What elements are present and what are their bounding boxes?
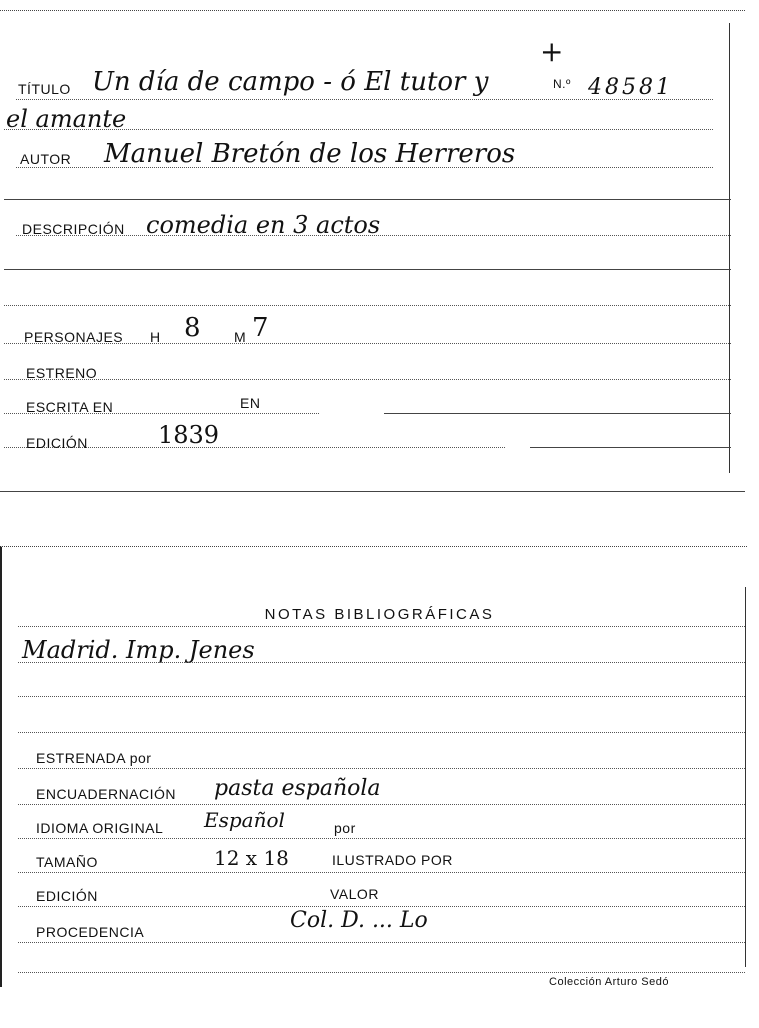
tamano-label: TAMAÑO [36, 854, 98, 870]
en-label: EN [240, 395, 261, 411]
autor-value: Manuel Bretón de los Herreros [104, 139, 516, 169]
edicion-bottom-label: EDICIÓN [36, 888, 98, 904]
idioma-original-value: Español [204, 808, 285, 832]
tamano-value: 12 x 18 [214, 846, 289, 870]
autor-label: AUTOR [20, 151, 72, 167]
numero-label: N.º [553, 77, 571, 91]
encuadernacion-line [18, 804, 745, 805]
personajes-label: PERSONAJES [24, 329, 124, 345]
card-bottom-edge [0, 491, 745, 492]
titulo-value-line2: el amante [6, 105, 127, 133]
collection-footer: Colección Arturo Sedó [549, 976, 669, 988]
valor-label: VALOR [330, 886, 379, 902]
idioma-line [18, 838, 745, 839]
notas-heading: NOTAS BIBLIOGRÁFICAS [264, 606, 495, 623]
estrenada-line [18, 768, 745, 769]
blank-line-1 [4, 199, 731, 200]
encuadernacion-value: pasta española [214, 776, 381, 801]
notes-heading-line [18, 626, 745, 627]
blank-line-3 [4, 305, 731, 306]
edicion-label: EDICIÓN [26, 435, 88, 451]
estreno-label: ESTRENO [26, 365, 98, 381]
personajes-m-value: 7 [252, 313, 269, 343]
notes-line-1 [18, 662, 745, 663]
ilustrado-por-label: ILUSTRADO POR [332, 852, 453, 868]
notes-line-2 [18, 696, 745, 697]
descripcion-label: DESCRIPCIÓN [22, 221, 125, 237]
titulo-label: TÍTULO [18, 81, 71, 97]
notes-value-line1: Madrid. Imp. Jenes [22, 636, 255, 664]
procedencia-value: Col. D. ... Lo [290, 908, 428, 933]
catalog-card-top [0, 10, 745, 493]
card-right-border [745, 587, 746, 967]
encuadernacion-label: ENCUADERNACIÓN [36, 786, 177, 802]
procedencia-line [18, 942, 745, 943]
procedencia-label: PROCEDENCIA [36, 924, 145, 940]
card-right-border [729, 23, 730, 473]
notes-line-3 [18, 732, 745, 733]
estrenada-por-label: ESTRENADA por [36, 750, 152, 766]
tamano-line [18, 872, 745, 873]
descripcion-value: comedia en 3 actos [146, 211, 381, 239]
personajes-h-label: H [150, 329, 161, 345]
personajes-m-label: M [234, 329, 247, 345]
por-label: por [334, 820, 356, 836]
edicion-line-right [530, 447, 731, 448]
titulo-value-line1: Un día de campo - ó El tutor y [92, 67, 489, 97]
escrita-en-line-right [384, 413, 731, 414]
cross-mark: + [540, 35, 564, 68]
edicion-bottom-line [18, 906, 745, 907]
estreno-line [4, 379, 731, 380]
idioma-original-label: IDIOMA ORIGINAL [36, 820, 164, 836]
bottom-card-edge [18, 972, 745, 973]
escrita-en-label: ESCRITA EN [26, 399, 114, 415]
edicion-value: 1839 [158, 421, 220, 449]
personajes-h-value: 8 [184, 313, 201, 343]
numero-value: 48581 [588, 75, 673, 100]
blank-line-2 [4, 269, 731, 270]
